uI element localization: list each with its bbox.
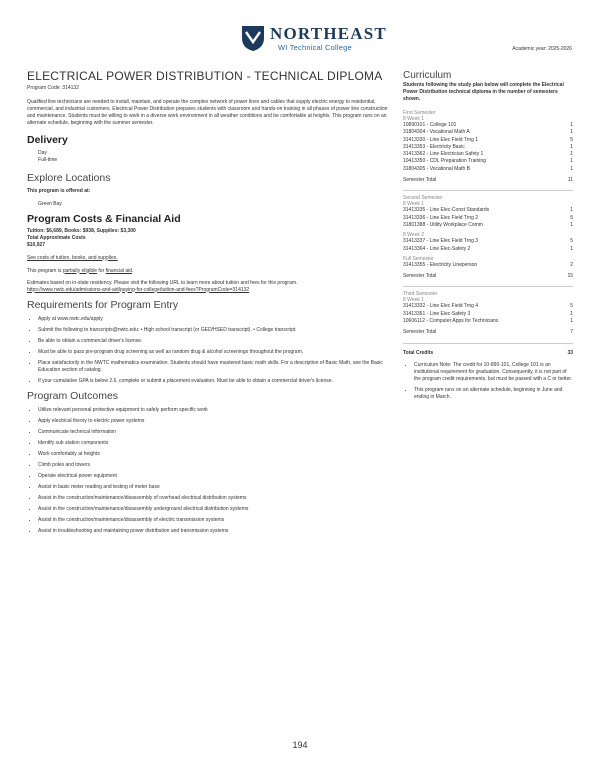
locations-intro: This program is offered at:	[27, 187, 91, 194]
curriculum-column	[403, 70, 573, 405]
delivery-item: Day	[38, 149, 47, 156]
course-row	[403, 246, 573, 253]
requirement-item: • Must be able to pass pre-program drug screening as well as random drug & alcohol screenings throughout the program.	[38, 349, 389, 356]
tuition-url-link[interactable]: https://www.nwtc.edu/admissions-and-aid/paying-for-college/tuition-and-fees?ProgramCode=314132	[27, 286, 250, 293]
block-label: Full Semester	[403, 255, 434, 262]
course-credits: 5	[570, 238, 573, 245]
semester-total-label: Semester Total	[403, 329, 437, 336]
divider	[403, 286, 573, 287]
eligibility-text: This program is	[27, 267, 63, 274]
costs-breakdown: Tuition: $6,689, Books: $938, Supplies: $3,300	[27, 227, 136, 234]
course-row	[403, 158, 573, 165]
course-row	[403, 215, 573, 222]
course-row	[403, 137, 573, 144]
outcome-item: • Utilize relevant personal protective equipment to safely perform specific work	[38, 407, 389, 414]
semester-title: First Semester	[403, 110, 436, 116]
course-name: 31413330 - Line Elec Field Trng 1	[403, 136, 479, 143]
delivery-list	[27, 150, 389, 164]
requirement-item: • Be able to obtain a commercial driver's license.	[38, 338, 389, 345]
course-name: 31804304 - Vocational Math A	[403, 129, 470, 136]
course-name: 10413350 - CDL Preparation Training	[403, 158, 486, 165]
course-name: 31413335 - Line Elec-Const Standards	[403, 207, 490, 214]
outcome-item: • Communicate technical information	[38, 429, 389, 436]
requirement-item: • Place satisfactorily in the NWTC mathematics examination. Students should have mastered basic math skills. For a description of Basic Math, see the Basic Education section of catalog.	[38, 360, 389, 374]
outcome-item: • Identify sub station components	[38, 440, 389, 447]
course-name: 31804305 - Vocational Math B	[403, 165, 470, 172]
course-name: 10606112 - Computer Apps for Technicians	[403, 318, 499, 325]
program-code: Program Code: 314132	[27, 84, 79, 91]
block-label: 8 Week 1	[403, 297, 425, 304]
college-logo	[240, 24, 387, 56]
course-name: 31413337 - Line Elec Field Trng 3	[403, 238, 479, 245]
course-credits: 1	[570, 207, 573, 214]
total-credits-row	[403, 350, 573, 357]
shield-logo-icon	[240, 24, 266, 52]
course-credits: 1	[570, 165, 573, 172]
course-credits: 5	[570, 303, 573, 310]
course-credits: 5	[570, 136, 573, 143]
total-credits-value: 33	[567, 349, 573, 356]
course-credits: 5	[570, 214, 573, 221]
course-credits: 1	[570, 318, 573, 325]
estimates-note: Estimates based on in-state residency. Please visit the following URL to learn more about tuition and fees for this program.	[27, 279, 298, 286]
course-name: 31413355 - Electricity Lineperson	[403, 261, 478, 268]
locations-heading: Explore Locations	[27, 171, 111, 184]
semester-second	[403, 195, 573, 280]
curriculum-notes	[403, 362, 573, 401]
outcome-item: • Climb poles and towers	[38, 462, 389, 469]
page-number: 194	[292, 740, 308, 750]
outcome-item: • Work comfortably at heights	[38, 451, 389, 458]
semester-total-row	[403, 177, 573, 184]
semester-total-row	[403, 329, 573, 336]
course-credits: 1	[570, 129, 573, 136]
costs-total-value: $10,927	[27, 241, 46, 248]
outcome-item: • Assist in the construction/maintenance/disassembly of electric transmission systems	[38, 517, 389, 524]
financial-aid-link[interactable]: financial aid	[105, 267, 133, 274]
course-row	[403, 238, 573, 245]
eligibility-text: .	[132, 267, 134, 274]
course-name: 31413353 - Electricity Basic	[403, 143, 465, 150]
course-name: 31413361 - Line Elec-Safety 3	[403, 310, 471, 317]
block-label: 8 Week 2	[403, 232, 425, 239]
requirements-list	[27, 316, 389, 385]
course-row	[403, 166, 573, 173]
left-column	[27, 70, 389, 539]
outcomes-heading: Program Outcomes	[27, 389, 119, 402]
semester-third	[403, 291, 573, 336]
course-row	[403, 318, 573, 325]
outcome-item: • Operate electrical power equipment	[38, 473, 389, 480]
semester-title: Third Semester	[403, 291, 438, 298]
logo-subtitle: WI Technical College	[278, 43, 352, 52]
curriculum-intro: Students following the study plan below will complete the Electrical Power Distribution technical diploma in the number of semesters shown.	[403, 82, 564, 102]
course-credits: 1	[570, 151, 573, 158]
course-row	[403, 262, 573, 269]
financial-aid-eligibility	[27, 268, 389, 275]
course-credits: 2	[570, 261, 573, 268]
outcome-item: • Apply electrical theory to electric power systems	[38, 418, 389, 425]
course-credits: 1	[570, 221, 573, 228]
course-credits: 1	[570, 143, 573, 150]
semester-first	[403, 110, 573, 184]
course-name: 10890101 - College 101	[403, 122, 457, 128]
block-label: 8 Week 1	[403, 201, 425, 208]
requirements-heading: Requirements for Program Entry	[27, 298, 179, 311]
course-name: 31413362 - Line Electrician Safety 1	[403, 151, 484, 158]
course-row	[403, 222, 573, 229]
program-title: ELECTRICAL POWER DISTRIBUTION - TECHNICAL DIPLOMA	[27, 69, 383, 83]
logo-name: NORTHEAST	[270, 24, 387, 43]
requirement-item: • Submit the following to transcripts@nwtc.edu: • High school transcript (or GED/HSED transcript). • College transcript.	[38, 327, 389, 334]
course-credits: 1	[570, 122, 573, 128]
semester-total-value: 7	[570, 329, 573, 336]
course-row	[403, 151, 573, 158]
block-label: 8 Week 1	[403, 116, 425, 122]
course-name: 31413364 - Line Elec-Safety 2	[403, 245, 471, 252]
delivery-item: Full-time	[38, 156, 58, 163]
costs-heading: Program Costs & Financial Aid	[27, 212, 181, 225]
course-row	[403, 122, 573, 129]
semester-total-label: Semester Total	[403, 177, 437, 184]
course-credits: 1	[570, 245, 573, 252]
see-costs-link[interactable]: See costs of tuition, books, and supplies.	[27, 254, 118, 261]
semester-total-row	[403, 273, 573, 280]
eligibility-text: for	[97, 267, 106, 274]
total-credits-label: Total Credits	[403, 349, 434, 356]
course-credits: 1	[570, 310, 573, 317]
course-credits: 1	[570, 158, 573, 165]
divider	[403, 190, 573, 191]
delivery-heading: Delivery	[27, 133, 68, 146]
curriculum-heading: Curriculum	[403, 70, 452, 81]
costs-total-label: Total Approximate Costs	[27, 234, 86, 241]
outcome-item: • Assist in the construction/maintenance/disassembly underground electrical distribution systems	[38, 506, 389, 513]
semester-total-label: Semester Total	[403, 273, 437, 280]
location-item: Green Bay	[38, 200, 62, 207]
outcome-item: • Assist in the construction/maintenance/disassembly of overhead electrical distribution systems	[38, 495, 389, 502]
course-row	[403, 207, 573, 214]
outcomes-list	[27, 407, 389, 535]
semester-total-value: 11	[567, 177, 573, 184]
requirement-item: • Apply at www.nwtc.edu/apply	[38, 316, 389, 323]
curriculum-note: • This program runs on an alternate schedule, beginning in June and ending in March.	[414, 387, 573, 401]
course-row	[403, 129, 573, 136]
partially-eligible-link[interactable]: partially eligible	[62, 267, 98, 274]
requirement-item: • If your cumulative GPA is below 2.6, complete or submit a placement evaluation. Must be able to obtain a commercial driver's license.	[38, 378, 389, 385]
semester-title: Second Semester	[403, 195, 443, 202]
course-row	[403, 303, 573, 310]
divider	[403, 343, 573, 344]
outcome-item: • Assist in troubleshooting and maintaining power distribution and transmission systems	[38, 528, 389, 535]
outcome-item: • Assist in basic meter reading and testing of meter base	[38, 484, 389, 491]
semester-total-value: 15	[567, 273, 573, 280]
program-description: Qualified line technicians are needed to install, maintain, and operate the complex network of power lines and cables that supply electric energy to residential, commercial, and industrial customers. Electrical Power Distribution prepares students with classroom and hands-on training in all phases of power line construction and maintenance. Students must be willing to work in a diverse work environment in all weather conditions and be comfortable at heights. This program runs on an alternate schedule, beginning with the summer semester.	[27, 98, 388, 126]
course-row	[403, 144, 573, 151]
course-name: 31801388 - Utility Workplace Comm	[403, 221, 483, 228]
page-header	[0, 0, 600, 62]
curriculum-note: • Curriculum Note: The credit for 10-890-101, College 101 is an institutional requirement for graduation. Consequently, it is not part of the program credit requirements, but must be passed with a C or better.	[414, 362, 573, 383]
course-name: 31413336 - Line Elec Field Trng 2	[403, 214, 479, 221]
course-row	[403, 311, 573, 318]
course-name: 31413332 - Line Elec Field Trng 4	[403, 303, 479, 310]
academic-year: Academic year: 2025-2026	[512, 46, 572, 52]
